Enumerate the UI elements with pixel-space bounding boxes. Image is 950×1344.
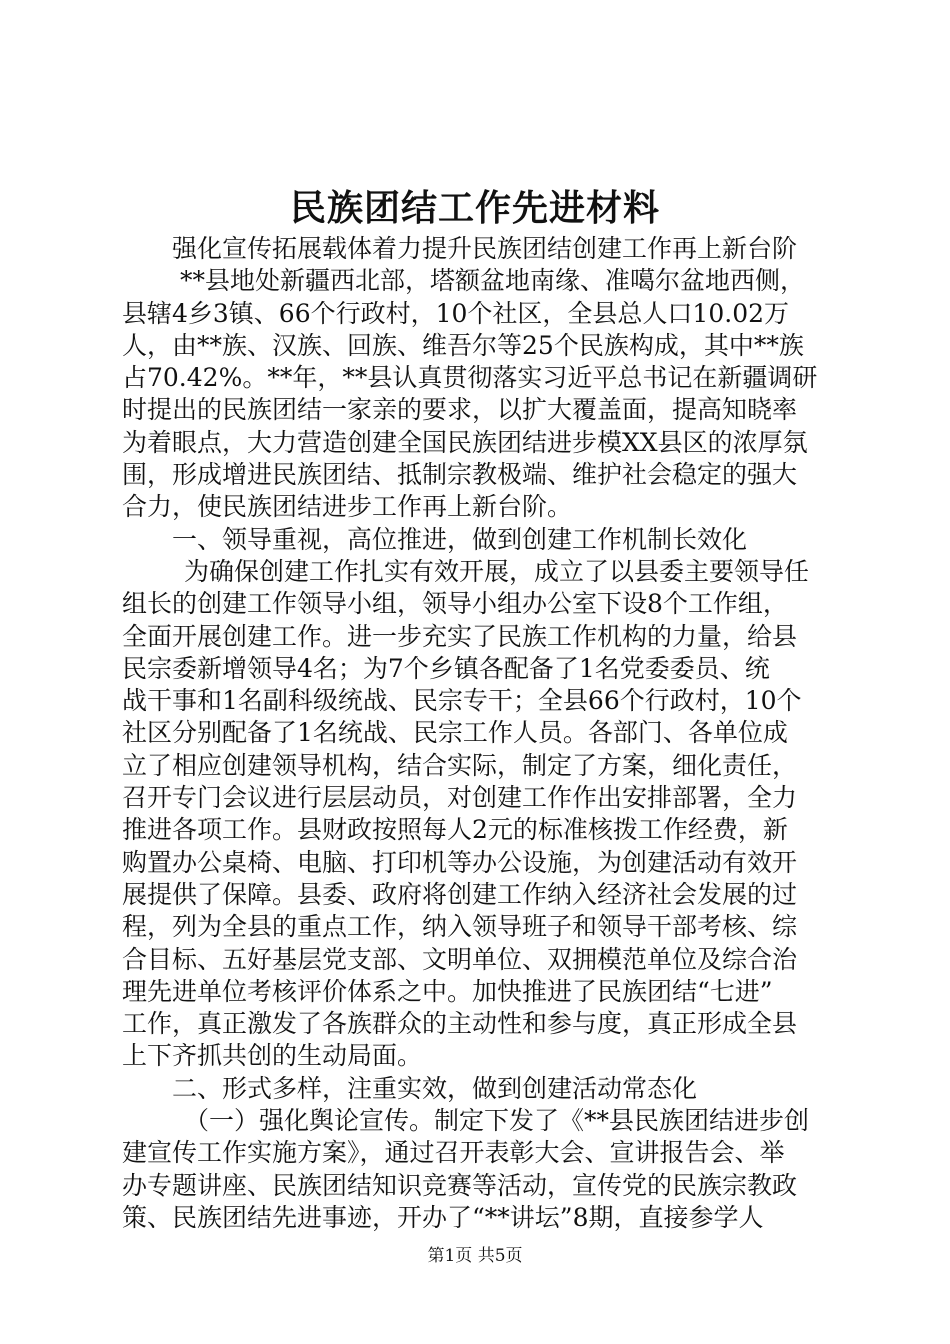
paragraph-line: （一）强化舆论宣传。制定下发了《**县民族团结进步创 bbox=[184, 1106, 810, 1136]
paragraph-line: 全面开展创建工作。进一步充实了民族工作机构的力量，给县 bbox=[122, 621, 798, 651]
document-body bbox=[122, 233, 837, 1234]
paragraph-line: 购置办公桌椅、电脑、打印机等办公设施，为创建活动有效开 bbox=[122, 847, 798, 877]
paragraph-line: 工作，真正激发了各族群众的主动性和参与度，真正形成全县 bbox=[122, 1009, 798, 1039]
paragraph-line: 合力，使民族团结进步工作再上新台阶。 bbox=[122, 492, 573, 522]
subtitle-line: 强化宣传拓展载体着力提升民族团结创建工作再上新台阶 bbox=[172, 234, 798, 263]
paragraph-line: 人，由**族、汉族、回族、维吾尔等25个民族构成，其中**族 bbox=[122, 330, 804, 360]
paragraph-line: 组长的创建工作领导小组，领导小组办公室下设8个工作组， bbox=[122, 589, 788, 619]
paragraph-line: 办专题讲座、民族团结知识竞赛等活动，宣传党的民族宗教政 bbox=[122, 1170, 798, 1200]
paragraph-line: 上下齐抓共创的生动局面。 bbox=[122, 1041, 423, 1071]
paragraph-line: 社区分别配备了1名统战、民宗工作人员。各部门、各单位成 bbox=[122, 718, 788, 748]
paragraph-line: 县辖4乡3镇、66个行政村，10个社区，全县总人口10.02万 bbox=[122, 298, 790, 328]
section-heading: 二、形式多样，注重实效，做到创建活动常态化 bbox=[172, 1073, 698, 1103]
page-title: 民族团结工作先进材料 bbox=[289, 187, 660, 229]
page-number-footer: 第1页 共5页 bbox=[427, 1246, 523, 1266]
paragraph-line: 召开专门会议进行层层动员，对创建工作作出安排部署，全力 bbox=[122, 783, 798, 813]
paragraph-line: 推进各项工作。县财政按照每人2元的标准核拨工作经费，新 bbox=[122, 815, 788, 845]
paragraph-line: 民宗委新增领导4名；为7个乡镇各配备了1名党委委员、统 bbox=[122, 653, 770, 683]
section-heading: 一、领导重视，高位推进，做到创建工作机制长效化 bbox=[172, 524, 748, 554]
paragraph-line: 策、民族团结先进事迹，开办了“**讲坛”8期，直接参学人 bbox=[122, 1202, 764, 1232]
paragraph-line: 程，列为全县的重点工作，纳入领导班子和领导干部考核、综 bbox=[122, 912, 798, 942]
paragraph-line: 展提供了保障。县委、政府将创建工作纳入经济社会发展的过 bbox=[122, 879, 798, 909]
paragraph-line: 为确保创建工作扎实有效开展，成立了以县委主要领导任 bbox=[184, 556, 810, 586]
paragraph-line: 战干事和1名副科级统战、民宗专干；全县66个行政村，10个 bbox=[122, 686, 802, 716]
paragraph-line: 立了相应创建领导机构，结合实际，制定了方案，细化责任， bbox=[122, 750, 798, 780]
paragraph-line: **县地处新疆西北部，塔额盆地南缘、准噶尔盆地西侧， bbox=[180, 266, 806, 296]
paragraph-line: 时提出的民族团结一家亲的要求，以扩大覆盖面，提高知晓率 bbox=[122, 395, 798, 425]
paragraph-line: 围，形成增进民族团结、抵制宗教极端、维护社会稳定的强大 bbox=[122, 460, 798, 490]
paragraph-line: 占70.42%。**年，**县认真贯彻落实习近平总书记在新疆调研 bbox=[122, 363, 818, 393]
paragraph-line: 理先进单位考核评价体系之中。加快推进了民族团结“七进” bbox=[122, 976, 773, 1006]
paragraph-line: 建宣传工作实施方案》，通过召开表彰大会、宣讲报告会、举 bbox=[122, 1138, 785, 1168]
paragraph-line: 合目标、五好基层党支部、文明单位、双拥模范单位及综合治 bbox=[122, 944, 798, 974]
paragraph-line: 为着眼点，大力营造创建全国民族团结进步模XX县区的浓厚氛 bbox=[122, 427, 808, 457]
